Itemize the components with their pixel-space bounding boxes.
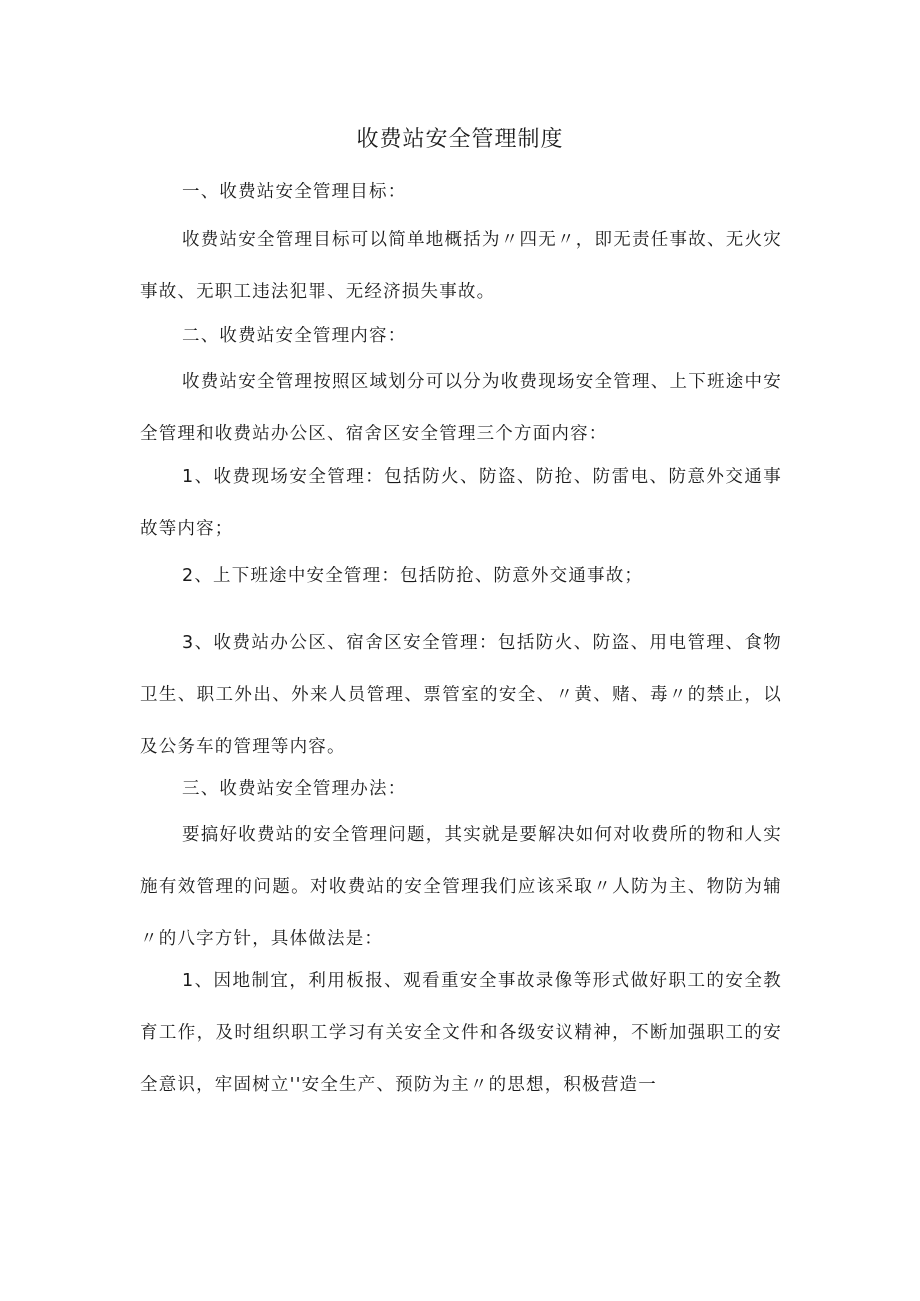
paragraph-goals: 收费站安全管理目标可以简单地概括为〃四无〃，即无责任事故、无火灾事故、无职工违法犯罪、无经济损失事故。	[140, 230, 782, 302]
list-item-site-safety: 1、收费现场安全管理：包括防火、防盗、防抢、防雷电、防意外交通事故等内容；	[140, 467, 782, 539]
paragraph-content: 收费站安全管理按照区域划分可以分为收费现场安全管理、上下班途中安全管理和收费站办公区、宿舍区安全管理三个方面内容：	[140, 372, 782, 444]
list-item-office-dorm-safety: 3、收费站办公区、宿舍区安全管理：包括防火、防盗、用电管理、食物卫生、职工外出、外来人员管理、票管室的安全、〃黄、赌、毒〃的禁止，以及公务车的管理等内容。	[140, 633, 782, 757]
section-heading-content: 二、收费站安全管理内容：	[182, 326, 407, 346]
list-item-commute-safety: 2、上下班途中安全管理：包括防抢、防意外交通事故；	[182, 566, 644, 586]
list-item-education: 1、因地制宜，利用板报、观看重安全事故录像等形式做好职工的安全教育工作，及时组织职工学习有关安全文件和各级安议精神，不断加强职工的安全意识，牢固树立''安全生产、预防为主〃的思想，积极营造一	[140, 971, 782, 1095]
paragraph-methods: 要搞好收费站的安全管理问题，其实就是要解决如何对收费所的物和人实施有效管理的问题。对收费站的安全管理我们应该采取〃人防为主、物防为辅〃的八字方针，具体做法是：	[140, 825, 782, 949]
document-title: 收费站安全管理制度	[356, 127, 564, 152]
section-heading-goals: 一、收费站安全管理目标：	[182, 182, 407, 202]
section-heading-methods: 三、收费站安全管理办法：	[182, 779, 407, 799]
